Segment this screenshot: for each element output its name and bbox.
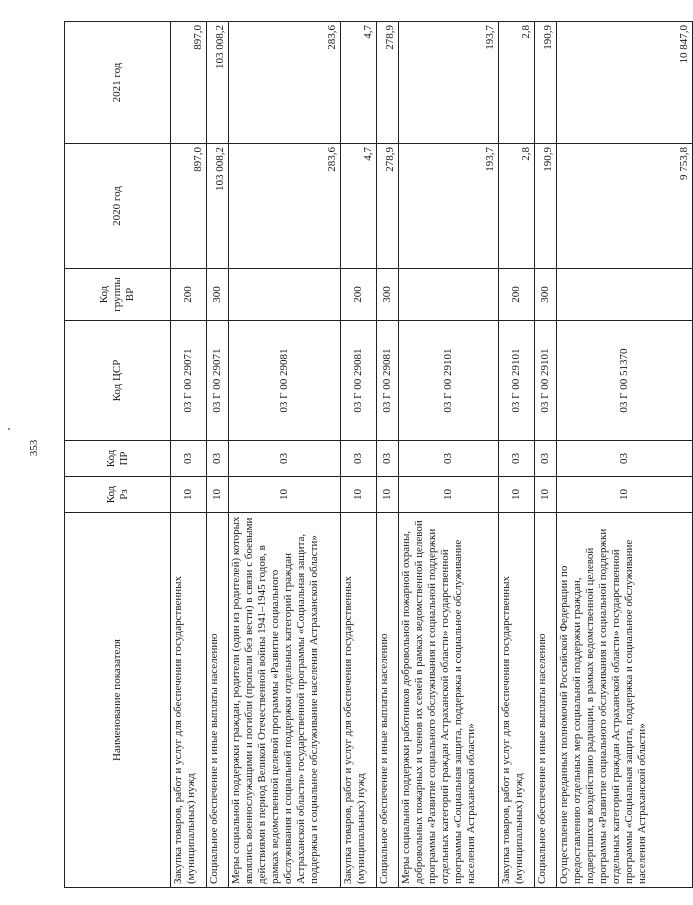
cell-2020: 193,7 bbox=[399, 144, 499, 269]
header-2020: 2020 год bbox=[65, 144, 171, 269]
cell-vr: 200 bbox=[341, 269, 377, 321]
header-pr: Код ПР bbox=[65, 441, 171, 477]
header-rz: Код Рз bbox=[65, 477, 171, 513]
cell-name: Социальное обеспечение и иные выплаты населению bbox=[535, 513, 557, 888]
header-name: Наименование показателя bbox=[65, 513, 171, 888]
cell-rz: 10 bbox=[499, 477, 535, 513]
cell-csr: 03 Г 00 29101 bbox=[399, 321, 499, 441]
cell-2020: 4,7 bbox=[341, 144, 377, 269]
cell-name: Меры социальной поддержки граждан, родители (один из родителей) которых являлись военнослужащими и погибли (пропали без вести) в связи с боевыми действиями в период Великой Отечественной войны 1941–1945 годов, в рамках ведомственной целевой программы «Развитие социального обслуживания и социальной поддержки отдельных категорий граждан Астраханской области» государственной программы «Социальная защита, поддержка и социальное обслуживание населения Астраханской области» bbox=[229, 513, 341, 888]
cell-2021: 190,9 bbox=[535, 22, 557, 144]
cell-name: Меры социальной поддержки работников добровольной пожарной охраны, добровольных пожарных и членов их семей в рамках ведомственной целевой программы «Развитие социального обслуживания и социальной поддержки отдельных категорий граждан Астраханской области» государственной программы «Социальная защита, поддержка и социальное обслуживание населения Астраханской области» bbox=[399, 513, 499, 888]
cell-pr: 03 bbox=[535, 441, 557, 477]
cell-name: Социальное обеспечение и иные выплаты населению bbox=[207, 513, 229, 888]
cell-2020: 190,9 bbox=[535, 144, 557, 269]
cell-2020: 103 008,2 bbox=[207, 144, 229, 269]
cell-csr: 03 Г 00 29071 bbox=[207, 321, 229, 441]
scan-artifact bbox=[8, 428, 10, 430]
cell-2020: 278,9 bbox=[377, 144, 399, 269]
cell-vr bbox=[557, 269, 693, 321]
cell-vr: 300 bbox=[377, 269, 399, 321]
table-row bbox=[399, 22, 499, 888]
cell-rz: 10 bbox=[207, 477, 229, 513]
cell-csr: 03 Г 00 29101 bbox=[499, 321, 535, 441]
page-number: 353 bbox=[28, 439, 40, 457]
cell-csr: 03 Г 00 29081 bbox=[229, 321, 341, 441]
table-row bbox=[229, 22, 341, 888]
cell-vr: 200 bbox=[171, 269, 207, 321]
cell-csr: 03 Г 00 29101 bbox=[535, 321, 557, 441]
cell-2020: 2,8 bbox=[499, 144, 535, 269]
cell-pr: 03 bbox=[377, 441, 399, 477]
cell-rz: 10 bbox=[341, 477, 377, 513]
cell-2021: 283,6 bbox=[229, 22, 341, 144]
cell-vr bbox=[399, 269, 499, 321]
cell-2020: 9 753,8 bbox=[557, 144, 693, 269]
cell-csr: 03 Г 00 29071 bbox=[171, 321, 207, 441]
cell-2021: 2,8 bbox=[499, 22, 535, 144]
cell-vr: 300 bbox=[207, 269, 229, 321]
cell-pr: 03 bbox=[171, 441, 207, 477]
cell-pr: 03 bbox=[557, 441, 693, 477]
cell-2020: 897,0 bbox=[171, 144, 207, 269]
cell-name: Закупка товаров, работ и услуг для обеспечения государственных (муниципальных) нужд bbox=[171, 513, 207, 888]
cell-csr: 03 Г 00 29081 bbox=[341, 321, 377, 441]
table-header-row bbox=[65, 22, 171, 888]
budget-table bbox=[64, 21, 693, 888]
budget-table-container bbox=[64, 22, 691, 888]
header-csr: Код ЦСР bbox=[65, 321, 171, 441]
cell-rz: 10 bbox=[557, 477, 693, 513]
cell-2021: 193,7 bbox=[399, 22, 499, 144]
cell-name: Социальное обеспечение и иные выплаты населению bbox=[377, 513, 399, 888]
header-2021: 2021 год bbox=[65, 22, 171, 144]
table-row bbox=[207, 22, 229, 888]
cell-pr: 03 bbox=[229, 441, 341, 477]
cell-rz: 10 bbox=[377, 477, 399, 513]
cell-name: Закупка товаров, работ и услуг для обеспечения государственных (муниципальных) нужд bbox=[499, 513, 535, 888]
cell-vr bbox=[229, 269, 341, 321]
header-vr: Код группы ВР bbox=[65, 269, 171, 321]
cell-pr: 03 bbox=[207, 441, 229, 477]
cell-2021: 10 847,0 bbox=[557, 22, 693, 144]
cell-2021: 103 008,2 bbox=[207, 22, 229, 144]
cell-pr: 03 bbox=[341, 441, 377, 477]
table-row bbox=[499, 22, 535, 888]
cell-rz: 10 bbox=[399, 477, 499, 513]
cell-rz: 10 bbox=[171, 477, 207, 513]
cell-name: Осуществление переданных полномочий Российской Федерации по предоставлению отдельных мер социальной поддержки граждан, подвергшихся воздействию радиации, в рамках ведомственной целевой программы «Развитие социального обслуживания и социальной поддержки отдельных категорий граждан Астраханской области» государственной программы «Социальная защита, поддержка и социальное обслуживание населения Астраханской области» bbox=[557, 513, 693, 888]
cell-2021: 278,9 bbox=[377, 22, 399, 144]
cell-csr: 03 Г 00 29081 bbox=[377, 321, 399, 441]
table-row bbox=[535, 22, 557, 888]
cell-rz: 10 bbox=[229, 477, 341, 513]
cell-2020: 283,6 bbox=[229, 144, 341, 269]
table-row bbox=[557, 22, 693, 888]
cell-csr: 03 Г 00 51370 bbox=[557, 321, 693, 441]
cell-rz: 10 bbox=[535, 477, 557, 513]
cell-name: Закупка товаров, работ и услуг для обеспечения государственных (муниципальных) нужд bbox=[341, 513, 377, 888]
table-row bbox=[377, 22, 399, 888]
cell-pr: 03 bbox=[499, 441, 535, 477]
cell-pr: 03 bbox=[399, 441, 499, 477]
cell-vr: 200 bbox=[499, 269, 535, 321]
table-row bbox=[341, 22, 377, 888]
cell-vr: 300 bbox=[535, 269, 557, 321]
cell-2021: 897,0 bbox=[171, 22, 207, 144]
table-row bbox=[171, 22, 207, 888]
cell-2021: 4,7 bbox=[341, 22, 377, 144]
